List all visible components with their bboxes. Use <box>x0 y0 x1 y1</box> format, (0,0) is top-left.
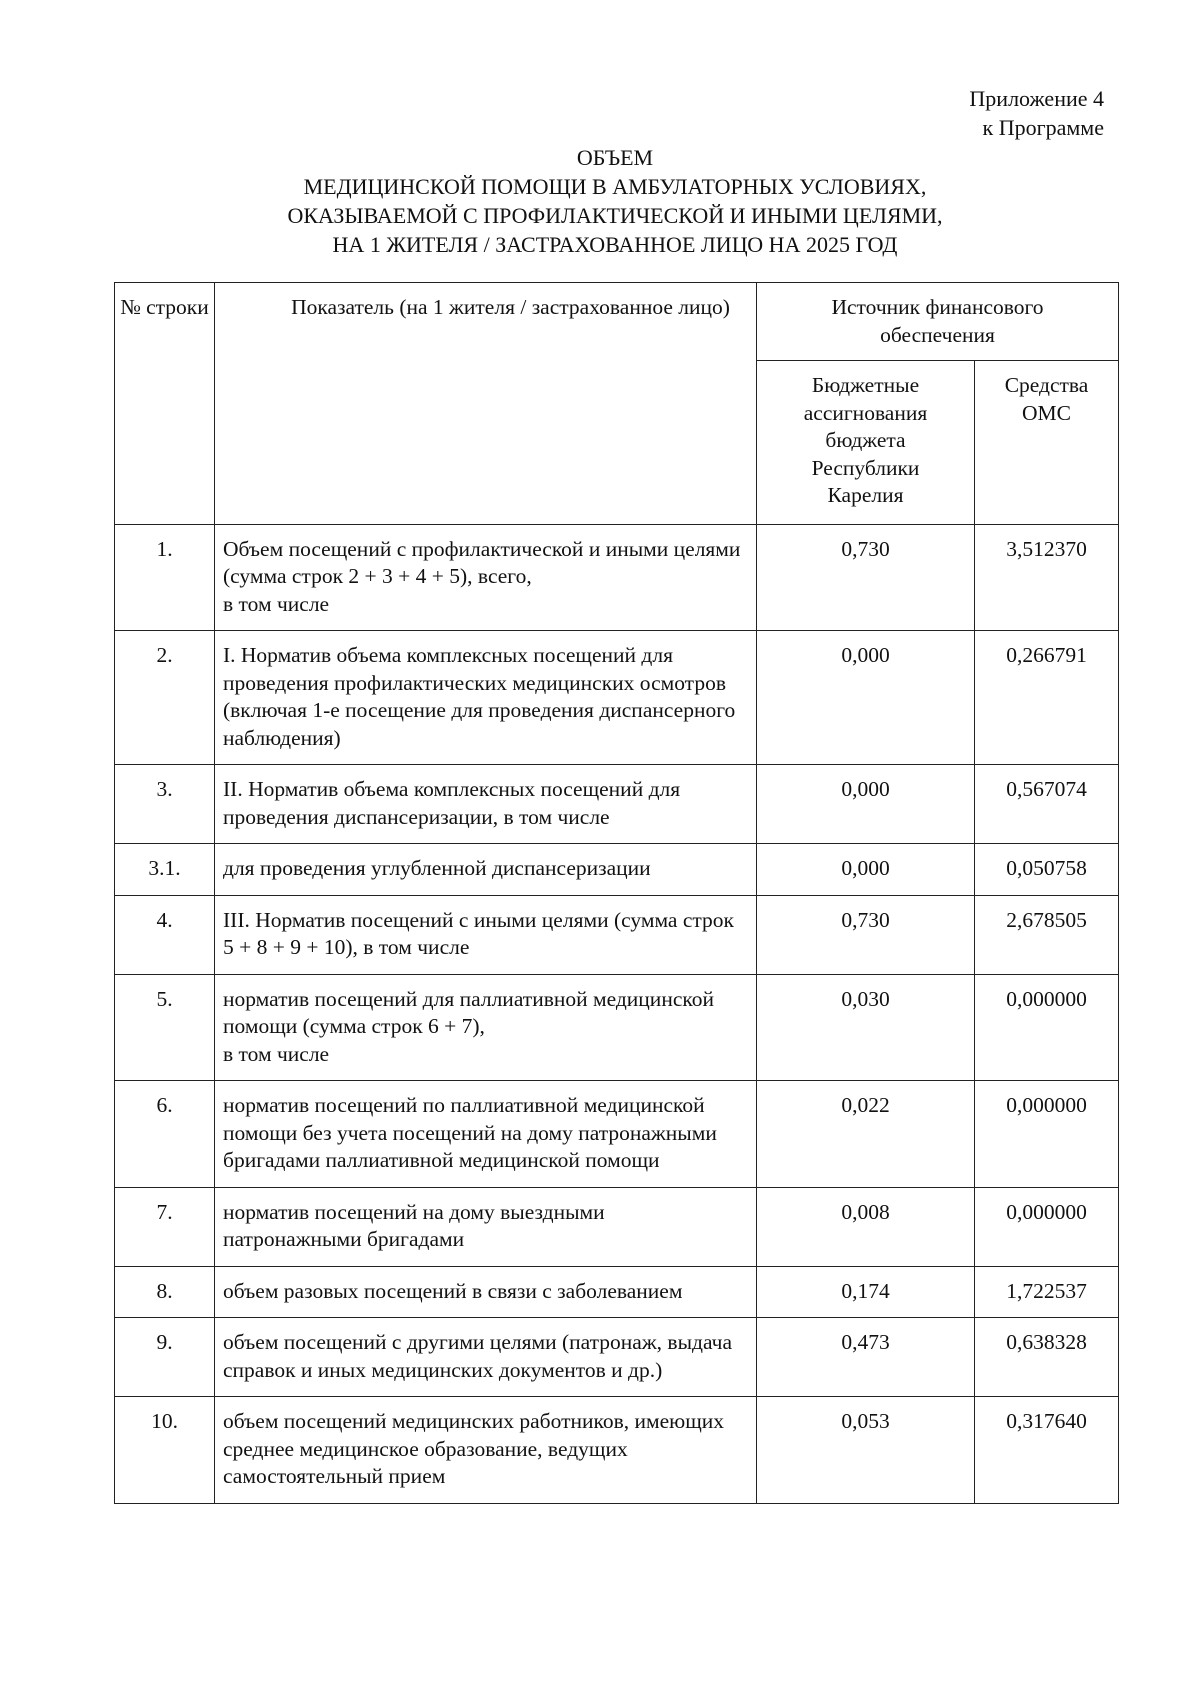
indicator-cell: для проведения углубленной диспансеризации <box>215 844 757 896</box>
title-line-3: ОКАЗЫВАЕМОЙ С ПРОФИЛАКТИЧЕСКОЙ И ИНЫМИ ЦЕЛЯМИ, <box>287 203 943 228</box>
row-number-cell: 4. <box>115 895 215 974</box>
budget-value-cell: 0,730 <box>757 895 975 974</box>
oms-value-cell: 0,000000 <box>975 974 1119 1081</box>
budget-value-cell: 0,473 <box>757 1318 975 1397</box>
budget-value-cell: 0,000 <box>757 631 975 765</box>
budget-value-cell: 0,000 <box>757 765 975 844</box>
header-oms: Средства ОМС <box>975 361 1119 525</box>
oms-value-cell: 1,722537 <box>975 1266 1119 1318</box>
indicator-cell: II. Норматив объема комплексных посещений для проведения диспансеризации, в том числе <box>215 765 757 844</box>
header-row-number: № строки <box>115 283 215 525</box>
oms-value-cell: 3,512370 <box>975 524 1119 631</box>
appendix-number: Приложение 4 <box>969 86 1104 111</box>
table-body <box>115 524 1119 1503</box>
row-number-cell: 3.1. <box>115 844 215 896</box>
indicator-cell: III. Норматив посещений с иными целями (сумма строк 5 + 8 + 9 + 10), в том числе <box>215 895 757 974</box>
budget-value-cell: 0,174 <box>757 1266 975 1318</box>
oms-value-cell: 0,317640 <box>975 1397 1119 1504</box>
appendix-program: к Программе <box>982 115 1104 140</box>
row-number-cell: 2. <box>115 631 215 765</box>
indicator-cell: Объем посещений с профилактической и иными целями (сумма строк 2 + 3 + 4 + 5), всего, в том числе <box>215 524 757 631</box>
table-row <box>115 974 1119 1081</box>
indicator-cell: норматив посещений на дому выездными патронажными бригадами <box>215 1187 757 1266</box>
budget-value-cell: 0,730 <box>757 524 975 631</box>
title-line-2: МЕДИЦИНСКОЙ ПОМОЩИ В АМБУЛАТОРНЫХ УСЛОВИЯХ, <box>303 174 927 199</box>
header-indicator: Показатель (на 1 жителя / застрахованное лицо) <box>215 283 757 525</box>
row-number-cell: 9. <box>115 1318 215 1397</box>
budget-value-cell: 0,053 <box>757 1397 975 1504</box>
oms-value-cell: 2,678505 <box>975 895 1119 974</box>
oms-value-cell: 0,567074 <box>975 765 1119 844</box>
oms-value-cell: 0,000000 <box>975 1187 1119 1266</box>
header-row <box>115 283 1119 361</box>
budget-value-cell: 0,000 <box>757 844 975 896</box>
row-number-cell: 1. <box>115 524 215 631</box>
row-number-cell: 8. <box>115 1266 215 1318</box>
row-number-cell: 10. <box>115 1397 215 1504</box>
indicator-cell: объем посещений с другими целями (патронаж, выдача справок и иных медицинских документов и др.) <box>215 1318 757 1397</box>
oms-value-cell: 0,266791 <box>975 631 1119 765</box>
table-row <box>115 1187 1119 1266</box>
table-row <box>115 765 1119 844</box>
table-row <box>115 1266 1119 1318</box>
row-number-cell: 3. <box>115 765 215 844</box>
budget-value-cell: 0,022 <box>757 1081 975 1188</box>
table-row <box>115 524 1119 631</box>
indicator-cell: I. Норматив объема комплексных посещений для проведения профилактических медицинских осмотров (включая 1-е посещение для проведения диспансерного наблюдения) <box>215 631 757 765</box>
title-line-4: НА 1 ЖИТЕЛЯ / ЗАСТРАХОВАННОЕ ЛИЦО НА 2025 ГОД <box>332 232 898 257</box>
row-number-cell: 6. <box>115 1081 215 1188</box>
table-row <box>115 844 1119 896</box>
table-row <box>115 895 1119 974</box>
oms-value-cell: 0,638328 <box>975 1318 1119 1397</box>
table-row <box>115 1081 1119 1188</box>
budget-value-cell: 0,030 <box>757 974 975 1081</box>
budget-value-cell: 0,008 <box>757 1187 975 1266</box>
oms-value-cell: 0,050758 <box>975 844 1119 896</box>
table-row <box>115 631 1119 765</box>
row-number-cell: 7. <box>115 1187 215 1266</box>
header-budget: Бюджетные ассигнования бюджета Республики Карелия <box>757 361 975 525</box>
indicator-cell: объем разовых посещений в связи с заболеванием <box>215 1266 757 1318</box>
header-funding-source: Источник финансового обеспечения <box>757 283 1119 361</box>
oms-value-cell: 0,000000 <box>975 1081 1119 1188</box>
volume-table <box>114 282 1119 1504</box>
document-title <box>114 143 1116 259</box>
indicator-cell: норматив посещений для паллиативной медицинской помощи (сумма строк 6 + 7), в том числе <box>215 974 757 1081</box>
indicator-cell: объем посещений медицинских работников, имеющих среднее медицинское образование, ведущих самостоятельный прием <box>215 1397 757 1504</box>
row-number-cell: 5. <box>115 974 215 1081</box>
title-line-1: ОБЪЕМ <box>576 145 654 170</box>
table-row <box>115 1397 1119 1504</box>
indicator-cell: норматив посещений по паллиативной медицинской помощи без учета посещений на дому патронажными бригадами паллиативной медицинской помощи <box>215 1081 757 1188</box>
appendix-reference <box>969 84 1104 142</box>
table-row <box>115 1318 1119 1397</box>
